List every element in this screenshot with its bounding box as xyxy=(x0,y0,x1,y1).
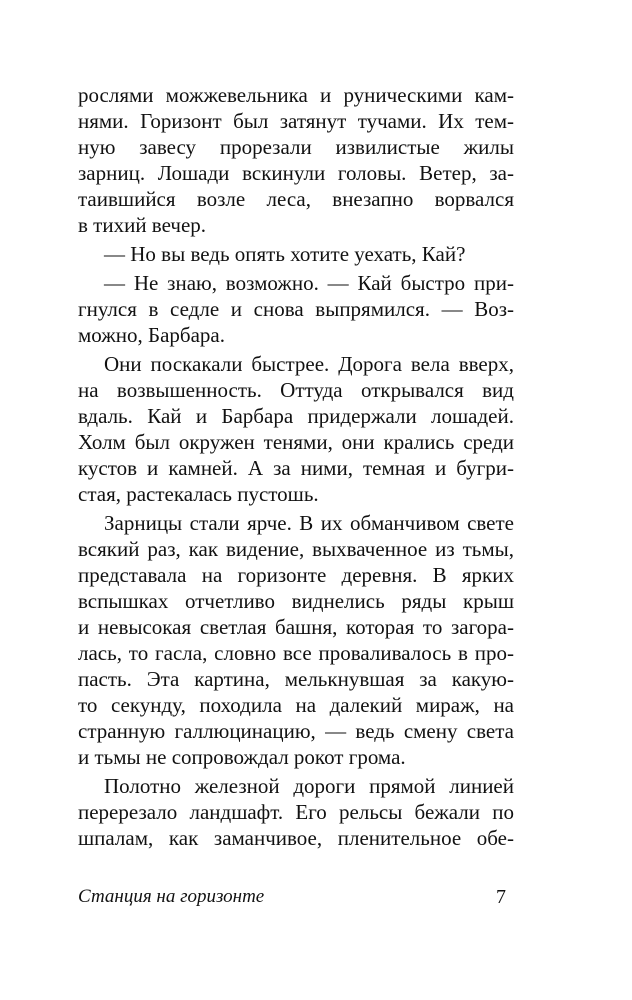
text-line: зарниц. Лошади вскинули головы. Ветер, за- xyxy=(78,161,514,185)
text-line: кустов и камней. А за ними, темная и бугри- xyxy=(78,456,514,480)
text-line: шпалам, как заманчивое, пленительное обе- xyxy=(78,826,514,850)
text-line: Холм был окружен тенями, они крались среди xyxy=(78,430,514,454)
paragraph xyxy=(78,82,514,238)
running-footer xyxy=(78,884,514,910)
text-line: ную завесу прорезали извилистые жилы xyxy=(78,135,514,159)
text-line: таившийся возле леса, внезапно ворвался xyxy=(78,187,514,211)
text-line: — Не знаю, возможно. — Кай быстро при- xyxy=(104,271,514,295)
text-line: нями. Горизонт был затянут тучами. Их тем- xyxy=(78,109,514,133)
text-line: странную галлюцинацию, — ведь смену света xyxy=(78,719,514,743)
text-line: на возвышенность. Оттуда открывался вид xyxy=(78,378,514,402)
text-line: Они поскакали быстрее. Дорога вела вверх, xyxy=(104,352,514,376)
text-line: гнулся в седле и снова выпрямился. — Воз- xyxy=(78,297,514,321)
text-line: лась, то гасла, словно все проваливалось в про- xyxy=(78,641,514,665)
text-line: пасть. Эта картина, мелькнувшая за какую- xyxy=(78,667,514,691)
book-title-footer: Станция на горизонте xyxy=(78,886,265,907)
paragraph xyxy=(78,270,514,348)
text-line: всякий раз, как видение, выхваченное из тьмы, xyxy=(78,537,514,561)
text-line: перерезало ландшафт. Его рельсы бежали по xyxy=(78,800,514,824)
text-line: — Но вы ведь опять хотите уехать, Кай? xyxy=(104,242,466,266)
paragraph xyxy=(78,351,514,507)
page-number: 7 xyxy=(496,886,506,908)
text-line: представала на горизонте деревня. В ярких xyxy=(78,563,514,587)
paragraph xyxy=(78,510,514,770)
text-line: в тихий вечер. xyxy=(78,213,207,237)
paragraph xyxy=(78,241,514,267)
text-line: то секунду, походила на далекий мираж, на xyxy=(78,693,514,717)
text-line: можно, Барбара. xyxy=(78,323,225,347)
paragraph xyxy=(78,773,514,851)
book-page-body xyxy=(78,82,514,851)
text-line: и тьмы не сопровождал рокот грома. xyxy=(78,745,406,769)
text-line: Зарницы стали ярче. В их обманчивом свете xyxy=(104,511,514,535)
text-line: стая, растекалась пустошь. xyxy=(78,482,319,506)
text-line: вдаль. Кай и Барбара придержали лошадей. xyxy=(78,404,514,428)
text-line: вспышках отчетливо виднелись ряды крыш xyxy=(78,589,514,613)
text-line: рослями можжевельника и руническими кам- xyxy=(78,83,514,107)
text-line: и невысокая светлая башня, которая то загора- xyxy=(78,615,514,639)
text-line: Полотно железной дороги прямой линией xyxy=(104,774,514,798)
